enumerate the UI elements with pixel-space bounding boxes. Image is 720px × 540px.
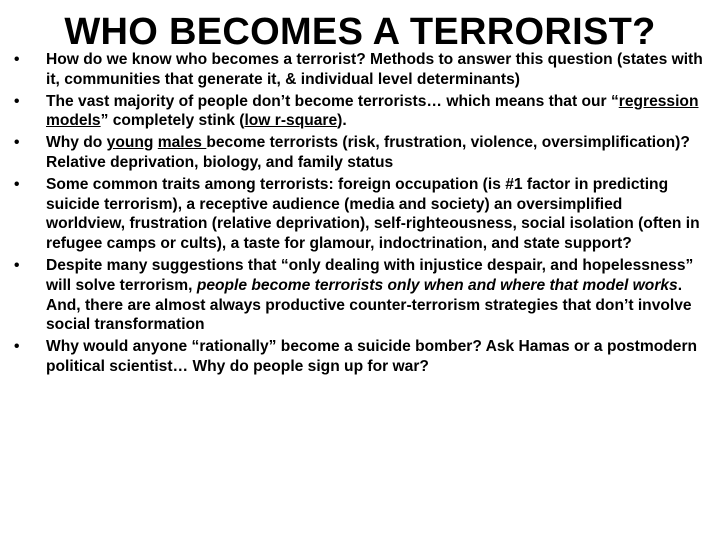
bullet-young-males — [14, 133, 704, 173]
italic-model-text: people become terrorists only when and where that model works — [196, 276, 678, 294]
bullet-dot-icon: • — [14, 175, 20, 193]
low-r-square-text: low r-square — [244, 112, 338, 130]
bullet-majority — [14, 92, 704, 132]
bullet-despite-suggestions — [14, 256, 704, 335]
males-text: males — [157, 134, 207, 152]
young-text: young — [106, 134, 154, 152]
bullet-text-part: ). — [337, 112, 347, 130]
bullet-text-part: ” completely stink ( — [100, 112, 245, 130]
bullet-text-part: . And, there are almost always productive counter-terrorism strategies that don’t involve social transformation — [46, 276, 692, 334]
bullet-common-traits — [14, 175, 704, 254]
bullet-text-part: Despite many suggestions that “only dealing with injustice despair, and hopelessness” will solve terrorism, — [46, 256, 694, 294]
bullet-dot-icon: • — [14, 92, 20, 110]
bullet-text: Some common traits among terrorists: foreign occupation (is #1 factor in predicting suicide terrorism), a receptive audience (media and society) an oversimplified worldview, frustration (relative deprivation), self-righteousness, social isolation (often in refugee camps or cults), a taste for glamour, indoctrination, and state support? — [46, 175, 700, 253]
bullet-methods — [14, 50, 704, 90]
bullet-text-part: become terrorists (risk, frustration, violence, oversimplification)? Relative deprivation, biology, and family status — [46, 134, 690, 171]
bullet-text-part: The vast majority of people don’t become terrorists… which means that our “ — [46, 92, 619, 110]
bullet-dot-icon: • — [14, 338, 20, 356]
regression-models-text: regression models — [46, 92, 699, 130]
bullet-dot-icon: • — [14, 134, 20, 152]
bullet-list — [14, 50, 704, 379]
bullet-text: Why would anyone “rationally” become a suicide bomber? Ask Hamas or a postmodern political scientist… Why do people sign up for war? — [46, 338, 698, 375]
bullet-suicide-bomber — [14, 337, 704, 377]
bullet-text-part: Why do — [46, 134, 107, 152]
bullet-dot-icon: • — [14, 51, 20, 68]
bullet-text: How do we know who becomes a terrorist? Methods to answer this question (states with it, communities that generate it, & individual level determinants) — [46, 51, 703, 88]
bullet-dot-icon: • — [14, 256, 20, 274]
slide-title: WHO BECOMES A TERRORIST? — [64, 11, 656, 53]
